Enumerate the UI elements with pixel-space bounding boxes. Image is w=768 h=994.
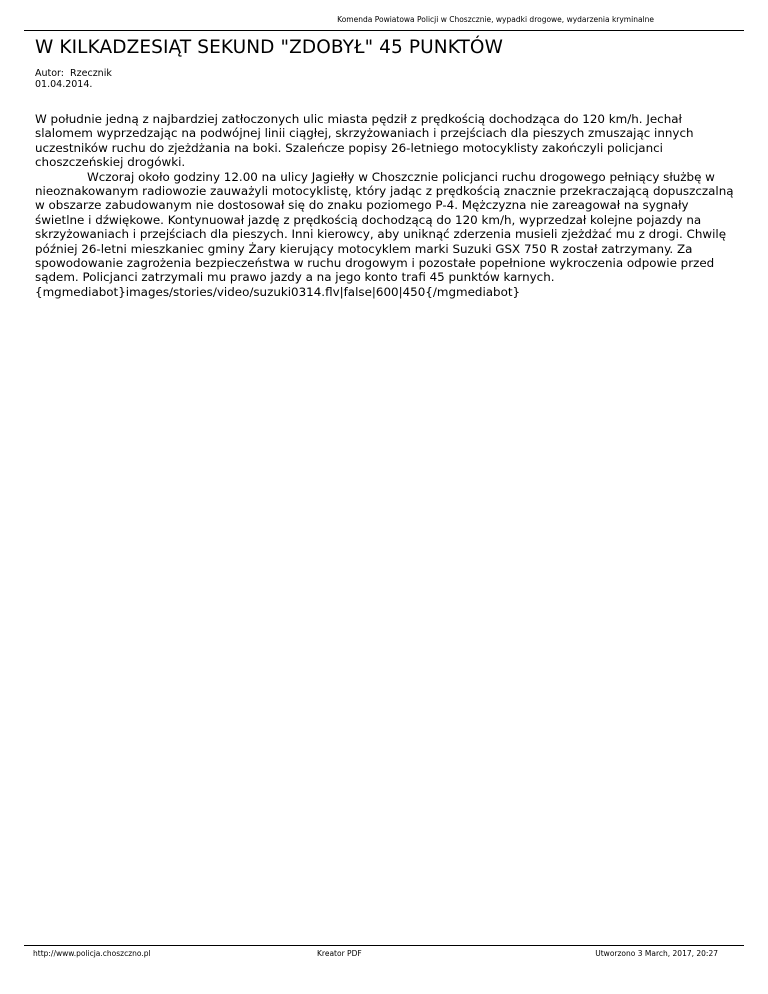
article-title: W KILKADZESIĄT SEKUND "ZDOBYŁ" 45 PUNKTÓW bbox=[35, 37, 503, 58]
paragraph-intro: W południe jedną z najbardziej zatłoczonych ulic miasta pędził z prędkością dochodząca do 120 km/h. Jechał slalomem wyprzedzając na podwójnej linii ciągłej, skrzyżowaniach i przejściach dla pieszych zmuszając innych uczestników ruchu do zjeżdżania na boki. Szaleńcze popisy 26-letniego motocyklisty zakończyli policjanci choszczeńskiej drogówki. bbox=[35, 112, 694, 170]
page-header bbox=[24, 14, 744, 31]
footer-creator: Kreator PDF bbox=[317, 949, 362, 958]
footer-created-date: Utworzono 3 March, 2017, 20:27 bbox=[595, 949, 718, 958]
author-line: Autor: Rzecznik bbox=[35, 68, 112, 79]
media-embed-code: {mgmediabot}images/stories/video/suzuki0314.flv|false|600|450{/mgmediabot} bbox=[35, 284, 521, 299]
article-meta bbox=[35, 68, 112, 90]
publish-date: 01.04.2014. bbox=[35, 79, 93, 90]
page-footer bbox=[24, 945, 744, 960]
article-body bbox=[35, 112, 741, 299]
site-name: Komenda Powiatowa Policji w Choszcznie, wypadki drogowe, wydarzenia kryminalne bbox=[337, 15, 654, 24]
footer-url[interactable]: http://www.policja.choszczno.pl bbox=[33, 949, 151, 958]
paragraph-details: Wczoraj około godziny 12.00 na ulicy Jagiełły w Choszcznie policjanci ruchu drogowego pełniący służbę w nieoznakowanym radiowozie zauważyli motocyklistę, który jadąc z prędkością znacznie przekraczającą dopuszczalną w obszarze zabudowanym nie dostosował się do znaku poziomego P-4. Mężczyzna nie zareagował na sygnały świetlne i dźwiękowe. Kontynuował jazdę z prędkością dochodzącą do 120 km/h, wyprzedzał kolejne pojazdy na skrzyżowaniach i przejściach dla pieszych. Inni kierowcy, aby uniknąć zderzenia musieli zjeżdżać mu z drogi. Chwilę później 26-letni mieszkaniec gminy Żary kierujący motocyklem marki Suzuki GSX 750 R został zatrzymany. Za spowodowanie zagrożenia bezpieczeństwa w ruchu drogowym i pozostałe popełnione wykroczenia odpowie przed sądem. Policjanci zatrzymali mu prawo jazdy a na jego konto trafi 45 punktów karnych. bbox=[35, 169, 734, 285]
